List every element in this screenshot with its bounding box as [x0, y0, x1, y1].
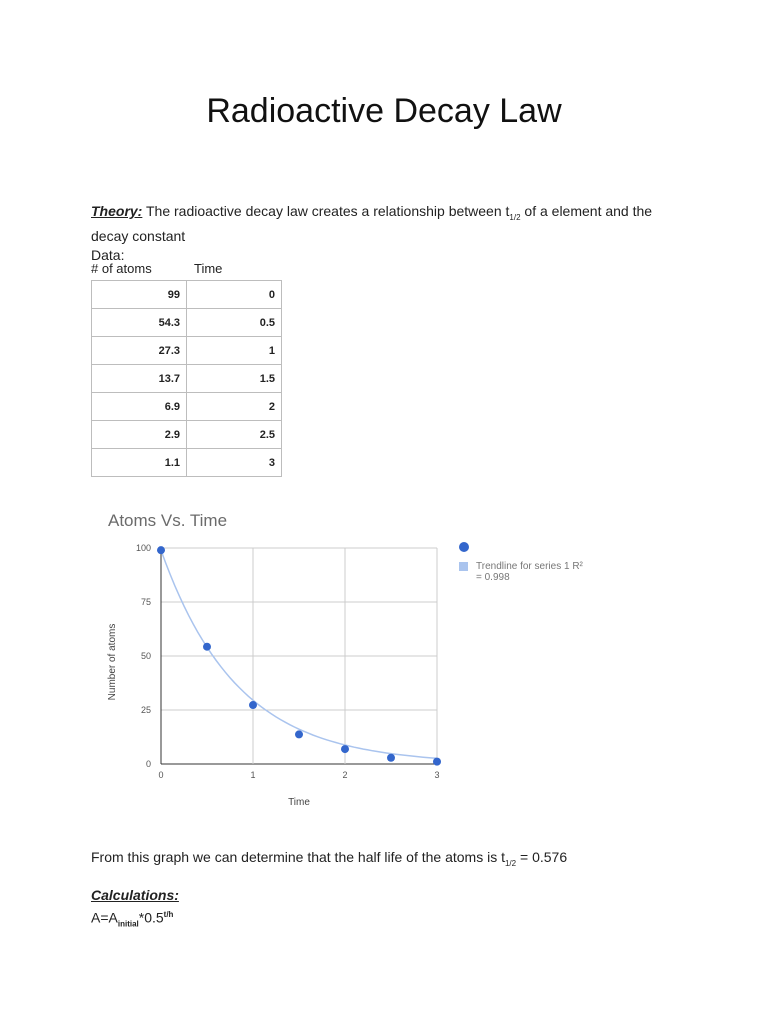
legend-trendline-swatch — [459, 562, 468, 571]
data-point — [341, 745, 349, 753]
theory-label: Theory: — [91, 203, 143, 219]
data-point — [249, 701, 257, 709]
data-point — [433, 758, 441, 766]
legend-trendline-label-line-2: = 0.998 — [476, 572, 510, 583]
conclusion-value: = 0.576 — [516, 849, 568, 865]
conclusion-subscript: 1/2 — [504, 858, 517, 868]
data-point — [203, 643, 211, 651]
formula-subscript: initial — [117, 919, 139, 929]
data-point — [295, 730, 303, 738]
y-tick-label: 75 — [140, 597, 151, 607]
atoms-cell: 13.7 — [92, 365, 187, 393]
x-axis-label: Time — [288, 797, 310, 808]
atoms-cell: 1.1 — [92, 449, 187, 477]
x-tick-label: 1 — [250, 770, 256, 780]
trendline-curve — [161, 550, 437, 758]
conclusion-text: From this graph we can determine that the half life of the atoms is t — [91, 849, 505, 865]
conclusion-paragraph — [91, 848, 567, 873]
theory-text-2: of a element and the — [520, 203, 653, 219]
time-cell: 0.5 — [187, 309, 282, 337]
time-cell: 2 — [187, 393, 282, 421]
y-tick-label: 50 — [140, 651, 151, 661]
data-table — [91, 280, 282, 477]
formula-superscript: t/h — [163, 910, 174, 919]
chart-trendline-layer — [161, 550, 437, 758]
atoms-cell: 54.3 — [92, 309, 187, 337]
legend-trendline-label-line-1: Trendline for series 1 R² — [476, 561, 583, 572]
calculations-section — [91, 886, 179, 933]
calculations-label: Calculations: — [91, 887, 179, 903]
table-row — [92, 421, 282, 449]
page-title: Radioactive Decay Law — [206, 92, 562, 130]
atoms-cell: 99 — [92, 281, 187, 309]
column-header-time: Time — [194, 261, 223, 276]
theory-subscript: 1/2 — [509, 212, 521, 222]
table-row — [92, 281, 282, 309]
x-tick-label: 0 — [158, 770, 164, 780]
theory-paragraph — [91, 202, 652, 265]
x-tick-label: 2 — [342, 770, 348, 780]
table-row — [92, 309, 282, 337]
y-tick-label: 100 — [135, 543, 151, 553]
data-label: Data: — [91, 246, 125, 263]
table-row — [92, 337, 282, 365]
chart-ticks-layer — [136, 543, 440, 780]
y-tick-label: 25 — [140, 705, 151, 715]
y-axis-label: Number of atoms — [107, 623, 118, 701]
time-cell: 1.5 — [187, 365, 282, 393]
time-cell: 2.5 — [187, 421, 282, 449]
x-tick-label: 3 — [434, 770, 440, 780]
data-point — [387, 754, 395, 762]
data-point — [157, 546, 165, 554]
atoms-cell: 6.9 — [92, 393, 187, 421]
chart-legend — [459, 542, 584, 583]
column-header-atoms: # of atoms — [91, 261, 152, 276]
table-row — [92, 393, 282, 421]
table-row — [92, 449, 282, 477]
table-row — [92, 365, 282, 393]
time-cell: 1 — [187, 337, 282, 365]
atoms-cell: 2.9 — [92, 421, 187, 449]
chart-title: Atoms Vs. Time — [108, 511, 228, 530]
legend-series-marker — [459, 542, 469, 552]
atoms-cell: 27.3 — [92, 337, 187, 365]
theory-text-1: The radioactive decay law creates a relationship between t — [142, 203, 510, 219]
theory-text-3: decay constant — [91, 227, 186, 244]
time-cell: 3 — [187, 449, 282, 477]
y-tick-label: 0 — [145, 759, 151, 769]
formula-part-a: A=A — [91, 909, 118, 926]
atoms-vs-time-chart — [100, 535, 660, 825]
formula-part-b: *0.5 — [138, 909, 164, 926]
time-cell: 0 — [187, 281, 282, 309]
